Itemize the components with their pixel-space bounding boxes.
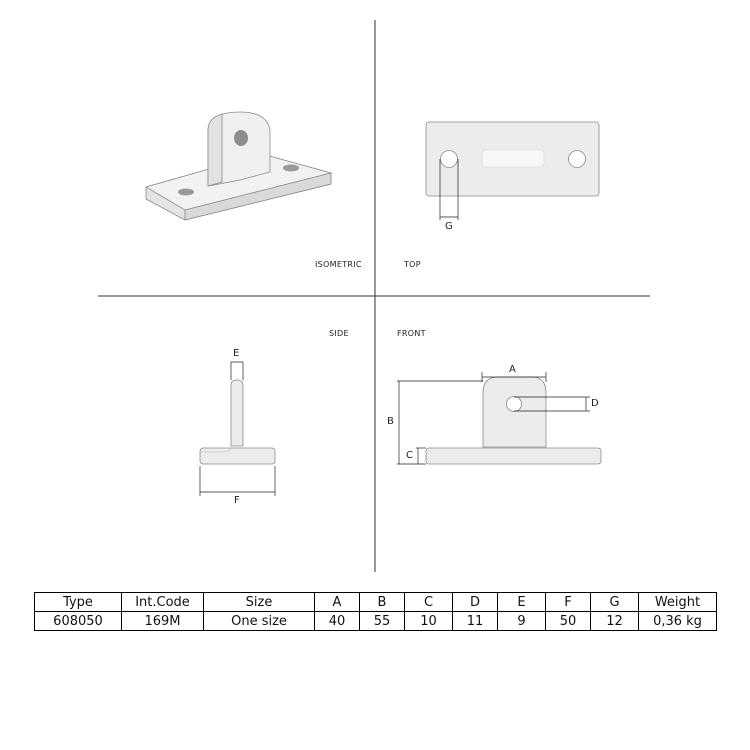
cell-e: 9 [498,612,546,631]
dimension-label-g: G [445,221,453,232]
header-size: Size [204,593,315,612]
dimension-label-b: B [387,416,394,427]
top-view [426,122,599,220]
dimension-label-f: F [234,495,240,506]
dimension-label-d: D [591,398,599,409]
front-view [397,372,601,464]
cell-d: 11 [453,612,498,631]
view-label-isometric: ISOMETRIC [315,260,362,269]
header-c: C [405,593,453,612]
header-d: D [453,593,498,612]
cell-g: 12 [591,612,639,631]
cell-b: 55 [360,612,405,631]
cell-type: 608050 [35,612,122,631]
dimension-table [34,592,717,631]
cell-int-code: 169M [122,612,204,631]
view-label-side: SIDE [329,329,349,338]
cell-weight: 0,36 kg [639,612,717,631]
table-row [35,612,717,631]
header-a: A [315,593,360,612]
header-f: F [546,593,591,612]
cell-size: One size [204,612,315,631]
table-header-row [35,593,717,612]
cell-f: 50 [546,612,591,631]
dimension-label-a: A [509,364,516,375]
isometric-view [146,112,331,220]
view-label-front: FRONT [397,329,426,338]
cell-c: 10 [405,612,453,631]
header-weight: Weight [639,593,717,612]
header-g: G [591,593,639,612]
header-e: E [498,593,546,612]
header-type: Type [35,593,122,612]
side-view [200,362,275,496]
view-label-top: TOP [404,260,421,269]
dimension-label-e: E [233,348,240,359]
cell-a: 40 [315,612,360,631]
dimension-label-c: C [406,450,413,461]
header-int-code: Int.Code [122,593,204,612]
header-b: B [360,593,405,612]
